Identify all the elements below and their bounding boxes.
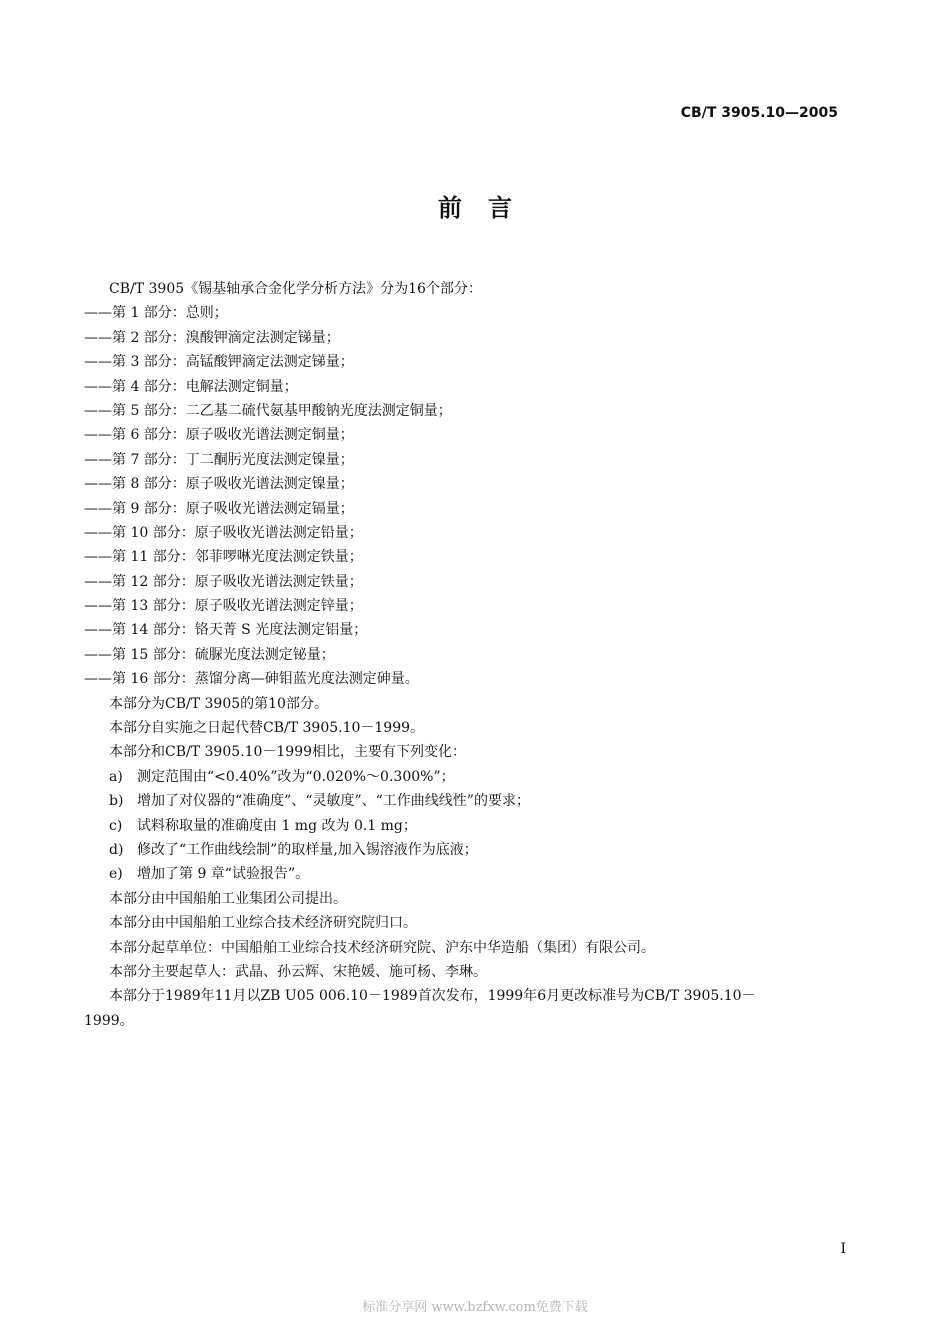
standard-code: CB/T 3905.10—2005 bbox=[680, 105, 838, 121]
part-item: ——第 6 部分：原子吸收光谱法测定铜量； bbox=[84, 427, 354, 444]
closing-paragraph: 本部分由中国船舶工业集团公司提出。 bbox=[109, 890, 347, 907]
part-item: ——第 14 部分：铬天菁 S 光度法测定铝量； bbox=[84, 622, 368, 639]
closing-paragraph: 本部分起草单位：中国船舶工业综合技术经济研究院、沪东中华造船（集团）有限公司。 bbox=[109, 939, 655, 956]
change-item bbox=[84, 814, 854, 838]
statement-paragraph: 本部分和CB/T 3905.10－1999相比，主要有下列变化： bbox=[109, 744, 467, 761]
page-number: I bbox=[840, 1241, 846, 1257]
change-item-text: 增加了第 9 章“试验报告”。 bbox=[137, 866, 310, 883]
changes-list bbox=[84, 765, 854, 887]
change-item-label: d) bbox=[109, 841, 124, 858]
closing-paragraph: 本部分由中国船舶工业综合技术经济研究院归口。 bbox=[109, 915, 417, 932]
page-title: 前言 bbox=[438, 194, 538, 222]
change-item bbox=[84, 789, 854, 813]
statement-paragraph: 本部分为CB/T 3905的第10部分。 bbox=[109, 695, 328, 712]
part-item: ——第 13 部分：原子吸收光谱法测定锌量； bbox=[84, 598, 363, 615]
part-item: ——第 12 部分：原子吸收光谱法测定铁量； bbox=[84, 573, 363, 590]
part-item: ——第 15 部分：硫脲光度法测定铋量； bbox=[84, 646, 335, 663]
part-item: ——第 7 部分：丁二酮肟光度法测定镍量； bbox=[84, 451, 354, 468]
change-item-label: a) bbox=[109, 768, 123, 785]
history-line: 1999。 bbox=[84, 1012, 134, 1029]
change-item-label: b) bbox=[109, 793, 124, 810]
part-item: ——第 1 部分：总则； bbox=[84, 305, 228, 322]
change-item-text: 增加了对仪器的“准确度”、“灵敏度”、“工作曲线线性”的要求； bbox=[137, 793, 530, 810]
watermark: 标准分享网 www.bzfxw.com免费下载 bbox=[362, 1300, 588, 1315]
part-item: ——第 3 部分：高锰酸钾滴定法测定锑量； bbox=[84, 354, 354, 371]
part-item: ——第 16 部分：蒸馏分离—砷钼蓝光度法测定砷量。 bbox=[84, 671, 419, 688]
change-item bbox=[84, 838, 854, 862]
intro-paragraph: CB/T 3905《锡基轴承合金化学分析方法》分为16个部分： bbox=[109, 281, 482, 297]
part-item: ——第 5 部分：二乙基二硫代氨基甲酸钠光度法测定铜量； bbox=[84, 402, 452, 419]
parts-list bbox=[84, 301, 854, 691]
closing-paragraph: 本部分主要起草人：武晶、孙云辉、宋艳媛、施可杨、李琳。 bbox=[109, 963, 487, 980]
history-line: 本部分于1989年11月以ZB U05 006.10－1989首次发布，1999年6月更改标准号为CB/T 3905.10－ bbox=[109, 988, 756, 1005]
part-item: ——第 4 部分：电解法测定铜量； bbox=[84, 378, 298, 395]
part-item: ——第 8 部分：原子吸收光谱法测定镍量； bbox=[84, 476, 354, 493]
statement-paragraph: 本部分自实施之日起代替CB/T 3905.10－1999。 bbox=[109, 720, 425, 737]
change-item-label: c) bbox=[109, 817, 123, 834]
document-body bbox=[84, 277, 854, 1033]
change-item-text: 试料称取量的准确度由 1 mg 改为 0.1 mg； bbox=[137, 817, 417, 834]
part-item: ——第 2 部分：溴酸钾滴定法测定锑量； bbox=[84, 329, 340, 346]
change-item-text: 修改了“工作曲线绘制”的取样量,加入锡溶液作为底液； bbox=[137, 841, 478, 858]
part-item: ——第 10 部分：原子吸收光谱法测定铅量； bbox=[84, 524, 363, 541]
part-item: ——第 9 部分：原子吸收光谱法测定镉量； bbox=[84, 500, 354, 517]
change-item bbox=[84, 765, 854, 789]
part-item: ——第 11 部分：邻菲啰啉光度法测定铁量； bbox=[84, 549, 363, 566]
change-item-label: e) bbox=[109, 866, 123, 883]
change-item-text: 测定范围由“<0.40%”改为“0.020%～0.300%”； bbox=[137, 768, 455, 785]
change-item bbox=[84, 862, 854, 886]
history-paragraph bbox=[84, 984, 854, 1033]
